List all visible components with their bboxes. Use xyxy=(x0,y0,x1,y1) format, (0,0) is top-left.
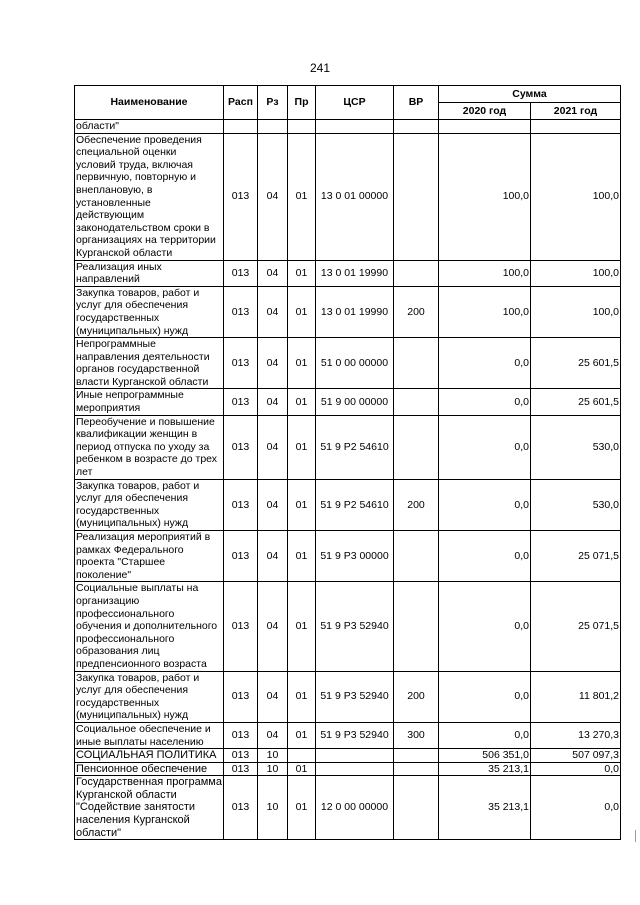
row-rasp: 013 xyxy=(224,260,258,286)
row-pr: 01 xyxy=(288,260,316,286)
row-vr xyxy=(394,531,439,582)
table-row xyxy=(75,286,621,337)
table-row xyxy=(75,260,621,286)
row-vr: 200 xyxy=(394,286,439,337)
row-rz: 04 xyxy=(258,389,288,415)
row-csr: 51 9 P2 54610 xyxy=(316,479,394,530)
row-sum-2021: 0,0 xyxy=(531,762,621,776)
row-sum-2021: 11 801,2 xyxy=(531,671,621,722)
row-name: Пенсионное обеспечение xyxy=(75,762,224,776)
row-pr: 01 xyxy=(288,762,316,776)
row-name: СОЦИАЛЬНАЯ ПОЛИТИКА xyxy=(75,749,224,763)
table-row xyxy=(75,582,621,671)
row-pr: 01 xyxy=(288,389,316,415)
row-sum-2021: 25 601,5 xyxy=(531,338,621,389)
row-csr: 13 0 01 19990 xyxy=(316,286,394,337)
row-sum-2021: 13 270,3 xyxy=(531,722,621,748)
header-rasp: Расп xyxy=(224,86,258,120)
row-pr xyxy=(288,749,316,763)
table-row xyxy=(75,722,621,748)
row-vr xyxy=(394,582,439,671)
row-pr: 01 xyxy=(288,286,316,337)
row-sum-2020: 100,0 xyxy=(439,133,531,260)
row-rasp: 013 xyxy=(224,582,258,671)
row-vr: 300 xyxy=(394,722,439,748)
table-row xyxy=(75,415,621,479)
row-sum-2021: 25 601,5 xyxy=(531,389,621,415)
row-rasp: 013 xyxy=(224,531,258,582)
row-sum-2021: 0,0 xyxy=(531,776,621,840)
header-sum: Сумма xyxy=(439,86,621,103)
row-csr: 51 9 P3 52940 xyxy=(316,671,394,722)
row-rz: 04 xyxy=(258,582,288,671)
row-csr xyxy=(316,749,394,763)
row-csr: 51 9 00 00000 xyxy=(316,389,394,415)
row-rasp: 013 xyxy=(224,776,258,840)
row-sum-2021: 25 071,5 xyxy=(531,531,621,582)
table-row xyxy=(75,479,621,530)
row-name: Реализация иных направлений xyxy=(75,260,224,286)
header-year-2021: 2021 год xyxy=(531,103,621,120)
row-vr xyxy=(394,338,439,389)
table-row xyxy=(75,338,621,389)
row-pr xyxy=(288,120,316,134)
header-name: Наименование xyxy=(75,86,224,120)
row-rasp xyxy=(224,120,258,134)
row-sum-2020: 100,0 xyxy=(439,286,531,337)
header-rz: Рз xyxy=(258,86,288,120)
row-name: Государственная программа Курганской области "Содействие занятости населения Курганской области" xyxy=(76,776,222,839)
row-sum-2021: 100,0 xyxy=(531,133,621,260)
table-row xyxy=(75,671,621,722)
row-vr xyxy=(394,389,439,415)
row-sum-2020: 0,0 xyxy=(439,531,531,582)
row-name: Социальное обеспечение и иные выплаты населению xyxy=(75,722,224,748)
row-rz: 04 xyxy=(258,415,288,479)
row-csr: 13 0 01 00000 xyxy=(316,133,394,260)
header-vr: ВР xyxy=(394,86,439,120)
row-vr xyxy=(394,415,439,479)
row-sum-2021: 100,0 xyxy=(531,260,621,286)
row-pr: 01 xyxy=(288,776,316,840)
row-csr: 12 0 00 00000 xyxy=(316,776,394,840)
row-name: Непрограммные направления деятельности органов государственной власти Курганской области xyxy=(75,338,224,389)
row-vr xyxy=(394,749,439,763)
row-sum-2020 xyxy=(439,120,531,134)
row-sum-2020: 35 213,1 xyxy=(439,776,531,840)
row-sum-2021: 530,0 xyxy=(531,479,621,530)
row-csr: 51 9 P3 52940 xyxy=(316,722,394,748)
row-sum-2021: 25 071,5 xyxy=(531,582,621,671)
row-csr xyxy=(316,762,394,776)
row-pr: 01 xyxy=(288,133,316,260)
row-vr xyxy=(394,260,439,286)
row-rz: 10 xyxy=(258,749,288,763)
row-sum-2021: 530,0 xyxy=(531,415,621,479)
row-vr: 200 xyxy=(394,671,439,722)
row-sum-2020: 0,0 xyxy=(439,582,531,671)
table-row xyxy=(75,389,621,415)
row-name: Социальные выплаты на организацию профессионального обучения и дополнительного профессионального образования лиц предпенсионного возраста xyxy=(75,582,224,671)
row-sum-2020: 0,0 xyxy=(439,479,531,530)
table-row xyxy=(75,776,621,840)
row-sum-2020: 35 213,1 xyxy=(439,762,531,776)
row-sum-2021: 100,0 xyxy=(531,286,621,337)
header-csr: ЦСР xyxy=(316,86,394,120)
row-rasp: 013 xyxy=(224,133,258,260)
table-row xyxy=(75,531,621,582)
row-sum-2020: 0,0 xyxy=(439,722,531,748)
row-sum-2020: 100,0 xyxy=(439,260,531,286)
row-rasp: 013 xyxy=(224,671,258,722)
row-vr xyxy=(394,133,439,260)
row-name: области" xyxy=(75,120,224,134)
table-row xyxy=(75,762,621,776)
table-row xyxy=(75,749,621,763)
row-rasp: 013 xyxy=(224,479,258,530)
row-csr: 51 9 P3 52940 xyxy=(316,582,394,671)
row-sum-2020: 0,0 xyxy=(439,415,531,479)
row-rz: 04 xyxy=(258,260,288,286)
row-rasp: 013 xyxy=(224,762,258,776)
page-number: 241 xyxy=(309,61,331,75)
row-vr xyxy=(394,120,439,134)
row-pr: 01 xyxy=(288,582,316,671)
header-year-2020: 2020 год xyxy=(439,103,531,120)
scan-edge-mark xyxy=(635,830,636,842)
row-csr: 13 0 01 19990 xyxy=(316,260,394,286)
row-pr: 01 xyxy=(288,479,316,530)
row-rasp: 013 xyxy=(224,389,258,415)
row-name: Иные непрограммные мероприятия xyxy=(75,389,224,415)
row-sum-2020: 0,0 xyxy=(439,389,531,415)
row-rasp: 013 xyxy=(224,722,258,748)
row-name: Реализация мероприятий в рамках Федерального проекта "Старшее поколение" xyxy=(75,531,224,582)
row-vr xyxy=(394,776,439,840)
row-rz: 04 xyxy=(258,338,288,389)
row-csr: 51 9 P2 54610 xyxy=(316,415,394,479)
row-sum-2021 xyxy=(531,120,621,134)
row-csr: 51 0 00 00000 xyxy=(316,338,394,389)
row-rz: 04 xyxy=(258,479,288,530)
row-rz: 10 xyxy=(258,776,288,840)
row-pr: 01 xyxy=(288,671,316,722)
row-pr: 01 xyxy=(288,722,316,748)
row-csr: 51 9 P3 00000 xyxy=(316,531,394,582)
table-row xyxy=(75,120,621,134)
row-sum-2020: 506 351,0 xyxy=(439,749,531,763)
row-rz: 10 xyxy=(258,762,288,776)
row-pr: 01 xyxy=(288,531,316,582)
row-rz xyxy=(258,120,288,134)
row-rz: 04 xyxy=(258,531,288,582)
row-name: Закупка товаров, работ и услуг для обеспечения государственных (муниципальных) нужд xyxy=(75,479,224,530)
row-rz: 04 xyxy=(258,286,288,337)
row-rasp: 013 xyxy=(224,338,258,389)
row-rz: 04 xyxy=(258,133,288,260)
row-pr: 01 xyxy=(288,415,316,479)
row-name: Переобучение и повышение квалификации женщин в период отпуска по уходу за ребенком в возрасте до трех лет xyxy=(75,415,224,479)
row-name: Обеспечение проведения специальной оценки условий труда, включая первичную, повторную и внеплановую, в установленные действующим законодательством сроки в организациях на территории Курганской области xyxy=(75,133,224,260)
row-sum-2020: 0,0 xyxy=(439,671,531,722)
row-rz: 04 xyxy=(258,722,288,748)
table-body xyxy=(75,120,621,840)
table-header xyxy=(75,86,621,120)
table-row xyxy=(75,133,621,260)
row-rasp: 013 xyxy=(224,749,258,763)
row-rz: 04 xyxy=(258,671,288,722)
row-rasp: 013 xyxy=(224,415,258,479)
row-rasp: 013 xyxy=(224,286,258,337)
row-csr xyxy=(316,120,394,134)
row-sum-2020: 0,0 xyxy=(439,338,531,389)
row-sum-2021: 507 097,3 xyxy=(531,749,621,763)
row-vr xyxy=(394,762,439,776)
header-pr: Пр xyxy=(288,86,316,120)
budget-table xyxy=(74,85,621,840)
row-name: Закупка товаров, работ и услуг для обеспечения государственных (муниципальных) нужд xyxy=(75,671,224,722)
row-name: Закупка товаров, работ и услуг для обеспечения государственных (муниципальных) нужд xyxy=(75,286,224,337)
row-vr: 200 xyxy=(394,479,439,530)
row-pr: 01 xyxy=(288,338,316,389)
